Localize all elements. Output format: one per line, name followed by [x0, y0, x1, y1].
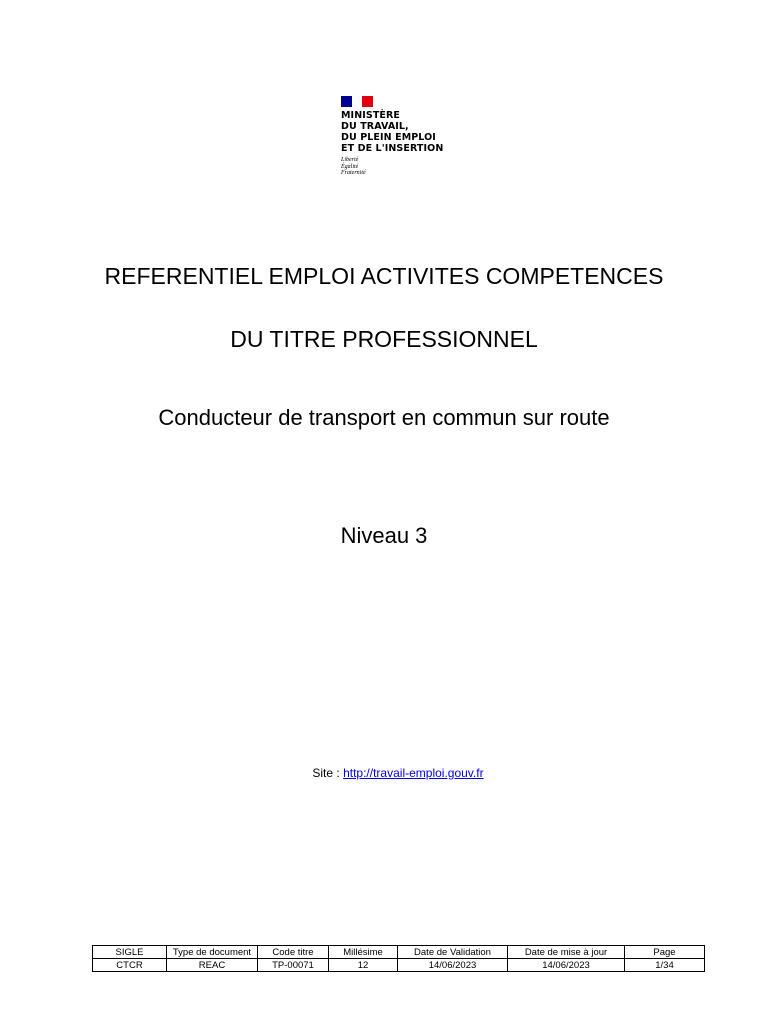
motto-line: Égalité [341, 163, 359, 170]
value-cell-code: TP-00071 [258, 959, 329, 972]
document-subtitle: Conducteur de transport en commun sur route [158, 405, 610, 430]
header-cell-type: Type de document [167, 946, 258, 959]
ministry-logo [341, 96, 481, 177]
flag-white-band [352, 96, 363, 107]
header-cell-millesime: Millésime [329, 946, 398, 959]
republic-motto [341, 157, 481, 177]
value-cell-update: 14/06/2023 [508, 959, 625, 972]
header-cell-page: Page [625, 946, 705, 959]
header-cell-sigle: SIGLE [93, 946, 167, 959]
ministry-name-line: DU PLEIN EMPLOI [341, 132, 436, 143]
document-title-line-1: REFERENTIEL EMPLOI ACTIVITES COMPETENCES [104, 263, 664, 289]
ministry-name-line: DU TRAVAIL, [341, 121, 409, 132]
document-title-line-2: DU TITRE PROFESSIONNEL [230, 326, 538, 352]
site-line [0, 766, 768, 780]
flag-red-band [362, 96, 373, 107]
ministry-name [341, 110, 481, 154]
qualification-level: Niveau 3 [340, 523, 428, 548]
value-cell-type: REAC [167, 959, 258, 972]
french-flag-icon [341, 96, 373, 107]
site-link[interactable]: http://travail-emploi.gouv.fr [343, 766, 484, 780]
ministry-name-line: MINISTÈRE [341, 110, 400, 121]
value-cell-sigle: CTCR [93, 959, 167, 972]
document-metadata-table [92, 945, 705, 972]
header-cell-code: Code titre [258, 946, 329, 959]
site-label: Site : [312, 766, 344, 780]
metadata-value-row [93, 959, 705, 972]
value-cell-millesime: 12 [329, 959, 398, 972]
ministry-name-line: ET DE L'INSERTION [341, 143, 444, 154]
motto-line: Liberté [341, 157, 359, 163]
flag-blue-band [341, 96, 352, 107]
header-cell-update: Date de mise à jour [508, 946, 625, 959]
motto-line: Fraternité [341, 170, 366, 176]
metadata-header-row [93, 946, 705, 959]
value-cell-validation: 14/06/2023 [398, 959, 508, 972]
header-cell-validation: Date de Validation [398, 946, 508, 959]
value-cell-page: 1/34 [625, 959, 705, 972]
